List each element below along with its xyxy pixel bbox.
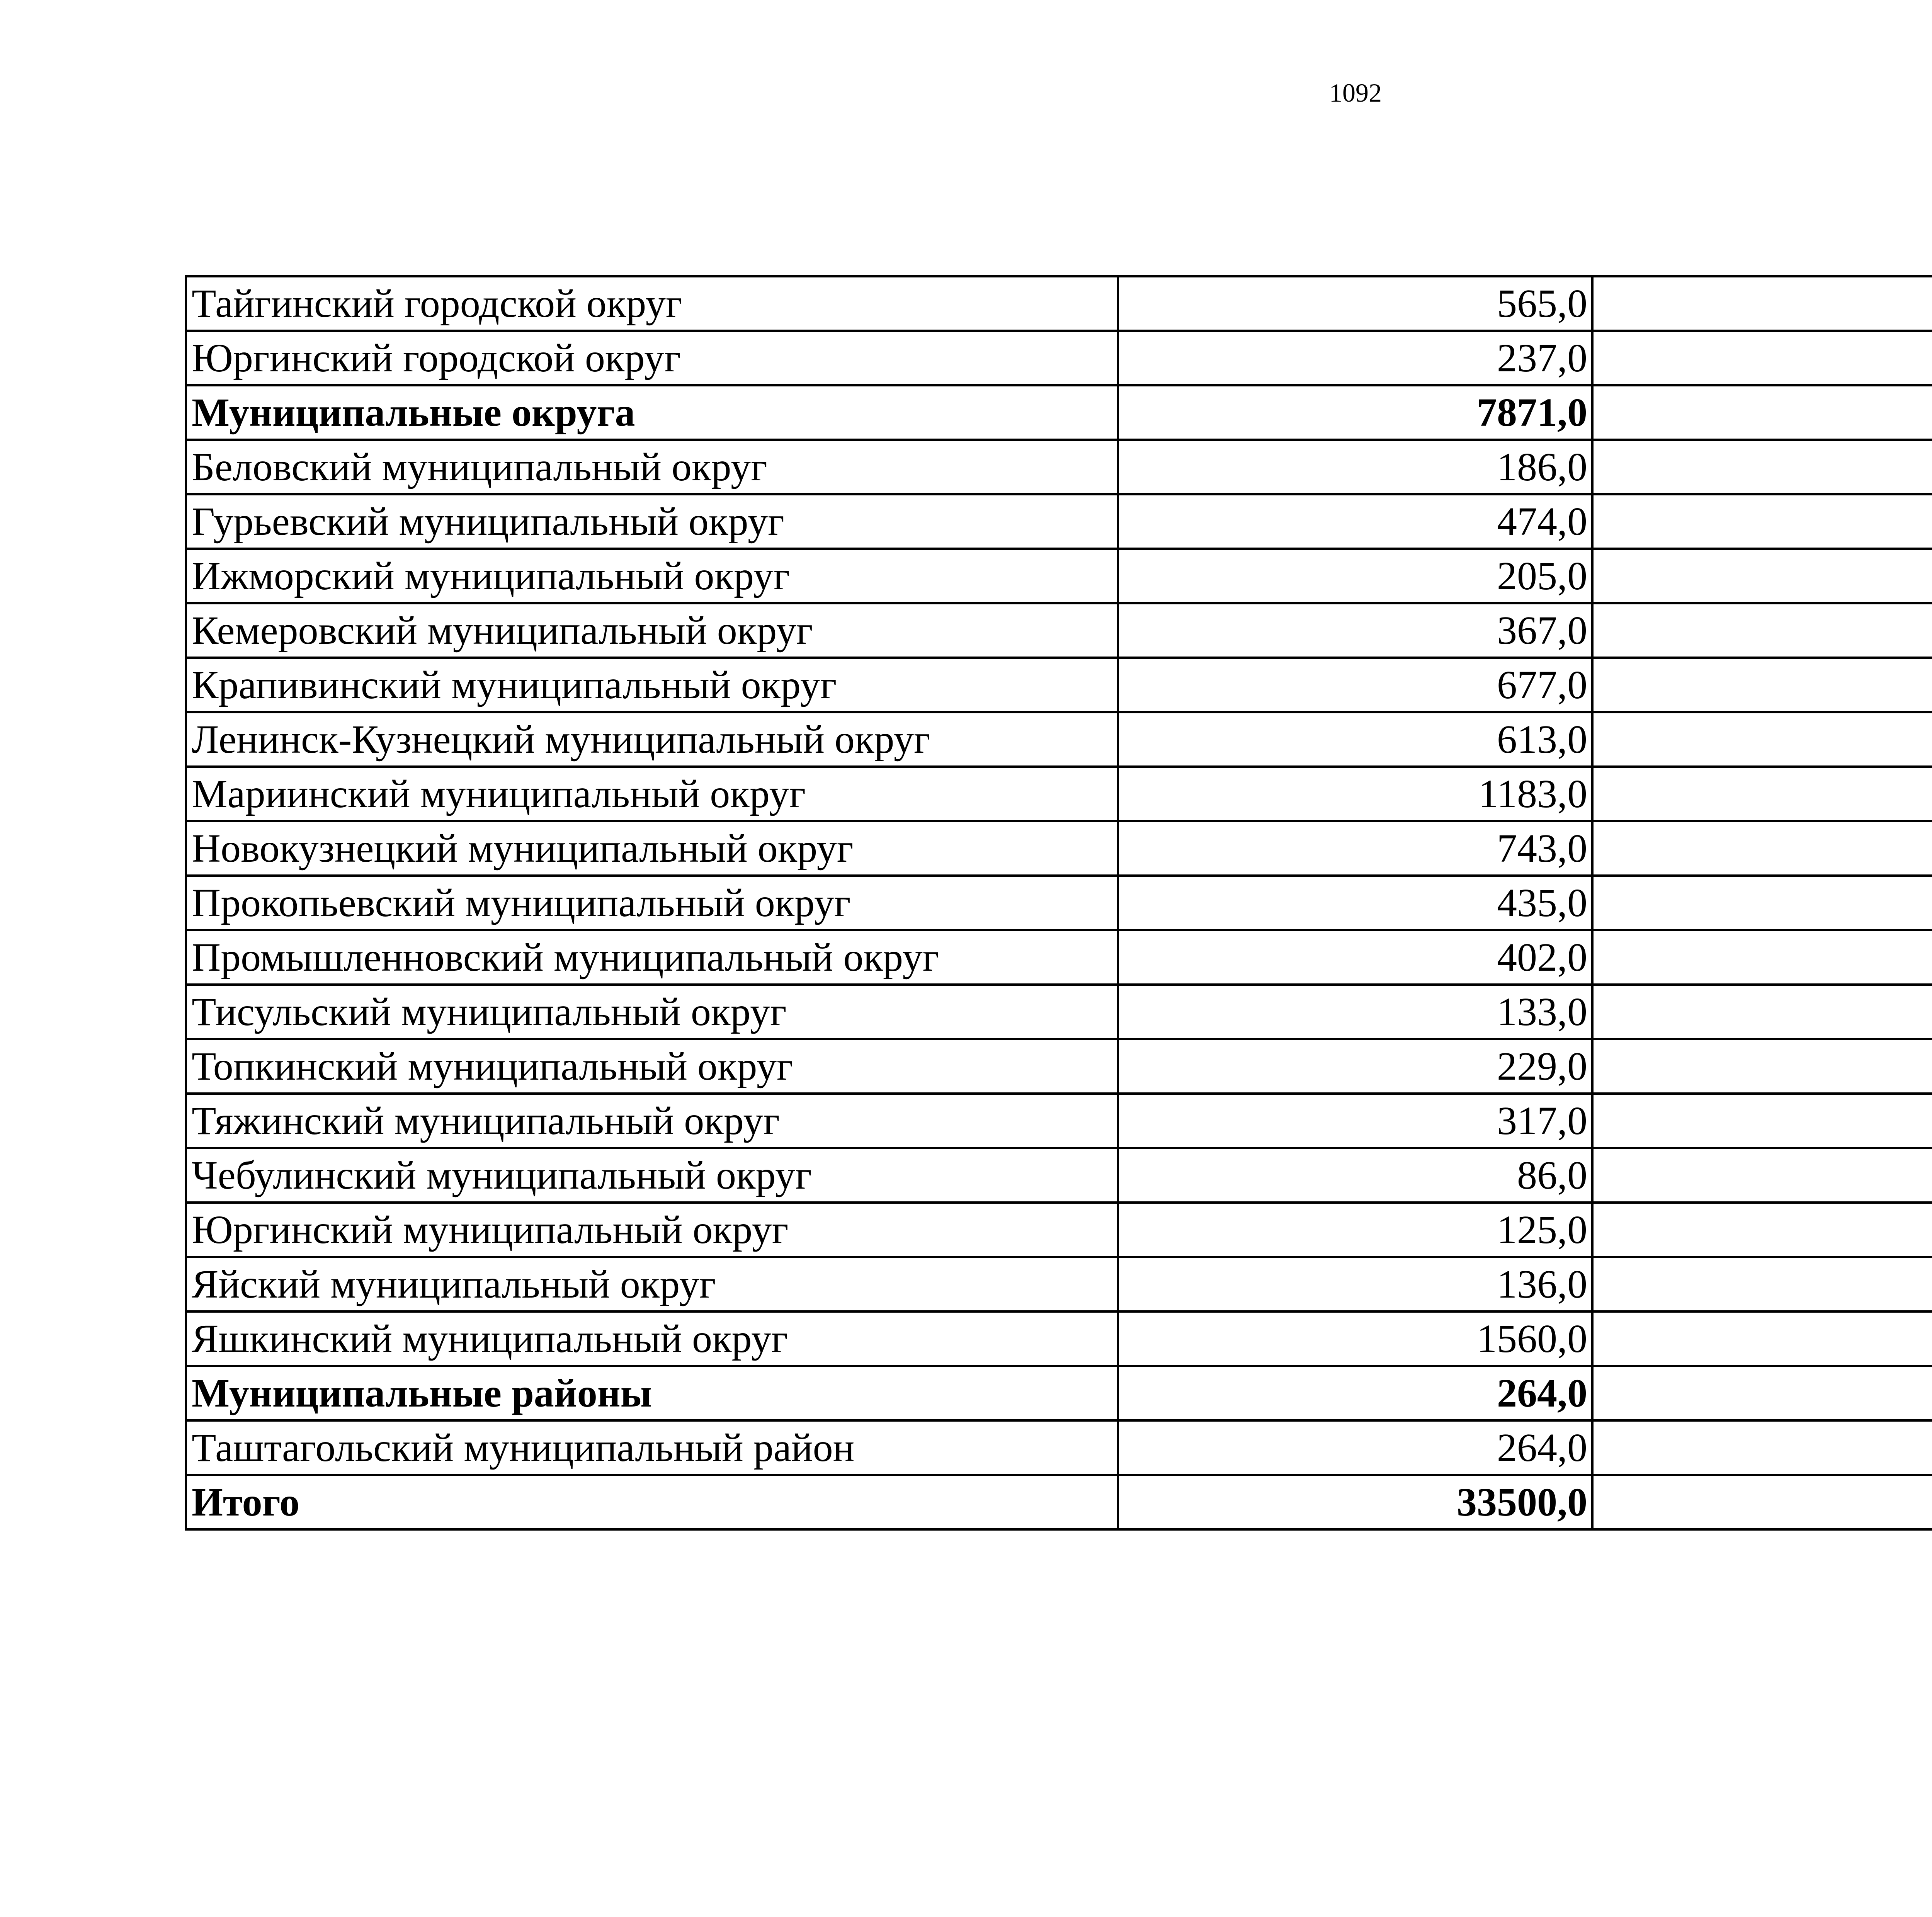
row-value-2-cell <box>1592 767 1932 821</box>
table-row <box>186 1475 1932 1529</box>
row-value-2-cell <box>1592 1366 1932 1420</box>
data-table <box>185 275 1932 1531</box>
table-row <box>186 876 1932 930</box>
table-row <box>186 331 1932 385</box>
row-name-cell: Новокузнецкий муниципальный округ <box>186 821 1118 876</box>
row-value-1-cell: 229,0 <box>1118 1039 1592 1094</box>
row-name-cell: Юргинский городской округ <box>186 331 1118 385</box>
table-row <box>186 1039 1932 1094</box>
row-value-1-cell: 136,0 <box>1118 1257 1592 1311</box>
row-value-1-cell: 317,0 <box>1118 1094 1592 1148</box>
row-name-cell: Ленинск-Кузнецкий муниципальный округ <box>186 712 1118 767</box>
row-value-2-cell <box>1592 930 1932 985</box>
row-value-2-cell <box>1592 276 1932 331</box>
row-value-2-cell <box>1592 712 1932 767</box>
table-row <box>186 1420 1932 1475</box>
row-name-cell: Промышленновский муниципальный округ <box>186 930 1118 985</box>
row-value-1-cell: 435,0 <box>1118 876 1592 930</box>
table-row <box>186 1366 1932 1420</box>
row-value-2-cell <box>1592 658 1932 712</box>
row-value-1-cell: 237,0 <box>1118 331 1592 385</box>
row-value-2-cell <box>1592 1203 1932 1257</box>
row-name-cell: Муниципальные округа <box>186 385 1118 440</box>
row-name-cell: Таштагольский муниципальный район <box>186 1420 1118 1475</box>
row-value-1-cell: 402,0 <box>1118 930 1592 985</box>
row-value-2-cell <box>1592 985 1932 1039</box>
row-value-1-cell: 1183,0 <box>1118 767 1592 821</box>
row-name-cell: Крапивинский муниципальный округ <box>186 658 1118 712</box>
row-value-1-cell: 264,0 <box>1118 1420 1592 1475</box>
row-name-cell: Гурьевский муниципальный округ <box>186 494 1118 549</box>
row-name-cell: Кемеровский муниципальный округ <box>186 603 1118 658</box>
row-value-2-cell <box>1592 385 1932 440</box>
table-row <box>186 1148 1932 1203</box>
table-row <box>186 985 1932 1039</box>
table-body <box>186 276 1932 1529</box>
table-row <box>186 276 1932 331</box>
row-value-1-cell: 613,0 <box>1118 712 1592 767</box>
row-value-2-cell <box>1592 821 1932 876</box>
table-row <box>186 1257 1932 1311</box>
row-value-1-cell: 1560,0 <box>1118 1311 1592 1366</box>
row-name-cell: Тисульский муниципальный округ <box>186 985 1118 1039</box>
row-value-1-cell: 125,0 <box>1118 1203 1592 1257</box>
row-value-2-cell <box>1592 1475 1932 1529</box>
row-name-cell: Чебулинский муниципальный округ <box>186 1148 1118 1203</box>
row-value-1-cell: 264,0 <box>1118 1366 1592 1420</box>
row-value-1-cell: 474,0 <box>1118 494 1592 549</box>
row-value-1-cell: 677,0 <box>1118 658 1592 712</box>
table-row <box>186 767 1932 821</box>
row-value-2-cell <box>1592 1311 1932 1366</box>
row-value-2-cell <box>1592 1148 1932 1203</box>
row-value-2-cell <box>1592 1094 1932 1148</box>
table-row <box>186 821 1932 876</box>
table-row <box>186 549 1932 603</box>
row-value-2-cell <box>1592 549 1932 603</box>
row-name-cell: Топкинский муниципальный округ <box>186 1039 1118 1094</box>
row-name-cell: Беловский муниципальный округ <box>186 440 1118 494</box>
table-row <box>186 658 1932 712</box>
row-value-2-cell <box>1592 494 1932 549</box>
row-value-2-cell <box>1592 440 1932 494</box>
row-name-cell: Яшкинский муниципальный округ <box>186 1311 1118 1366</box>
row-value-2-cell <box>1592 1039 1932 1094</box>
table-row <box>186 1311 1932 1366</box>
row-name-cell: Итого <box>186 1475 1118 1529</box>
row-value-1-cell: 367,0 <box>1118 603 1592 658</box>
table-row <box>186 440 1932 494</box>
row-name-cell: Ижморский муниципальный округ <box>186 549 1118 603</box>
row-value-1-cell: 133,0 <box>1118 985 1592 1039</box>
page-number: 1092 <box>1329 78 1382 107</box>
row-value-2-cell <box>1592 876 1932 930</box>
row-name-cell: Юргинский муниципальный округ <box>186 1203 1118 1257</box>
row-value-1-cell: 86,0 <box>1118 1148 1592 1203</box>
row-value-1-cell: 205,0 <box>1118 549 1592 603</box>
row-value-1-cell: 7871,0 <box>1118 385 1592 440</box>
row-value-1-cell: 565,0 <box>1118 276 1592 331</box>
row-name-cell: Тяжинский муниципальный округ <box>186 1094 1118 1148</box>
row-name-cell: Прокопьевский муниципальный округ <box>186 876 1118 930</box>
row-value-2-cell <box>1592 331 1932 385</box>
row-value-2-cell <box>1592 1257 1932 1311</box>
table-row <box>186 494 1932 549</box>
row-value-1-cell: 33500,0 <box>1118 1475 1592 1529</box>
table-row <box>186 385 1932 440</box>
row-value-1-cell: 186,0 <box>1118 440 1592 494</box>
table-row <box>186 603 1932 658</box>
table-row <box>186 1094 1932 1148</box>
table-row <box>186 930 1932 985</box>
table-row <box>186 712 1932 767</box>
row-name-cell: Яйский муниципальный округ <box>186 1257 1118 1311</box>
row-value-2-cell <box>1592 603 1932 658</box>
table-row <box>186 1203 1932 1257</box>
row-name-cell: Мариинский муниципальный округ <box>186 767 1118 821</box>
row-value-1-cell: 743,0 <box>1118 821 1592 876</box>
row-name-cell: Тайгинский городской округ <box>186 276 1118 331</box>
row-value-2-cell <box>1592 1420 1932 1475</box>
row-name-cell: Муниципальные районы <box>186 1366 1118 1420</box>
